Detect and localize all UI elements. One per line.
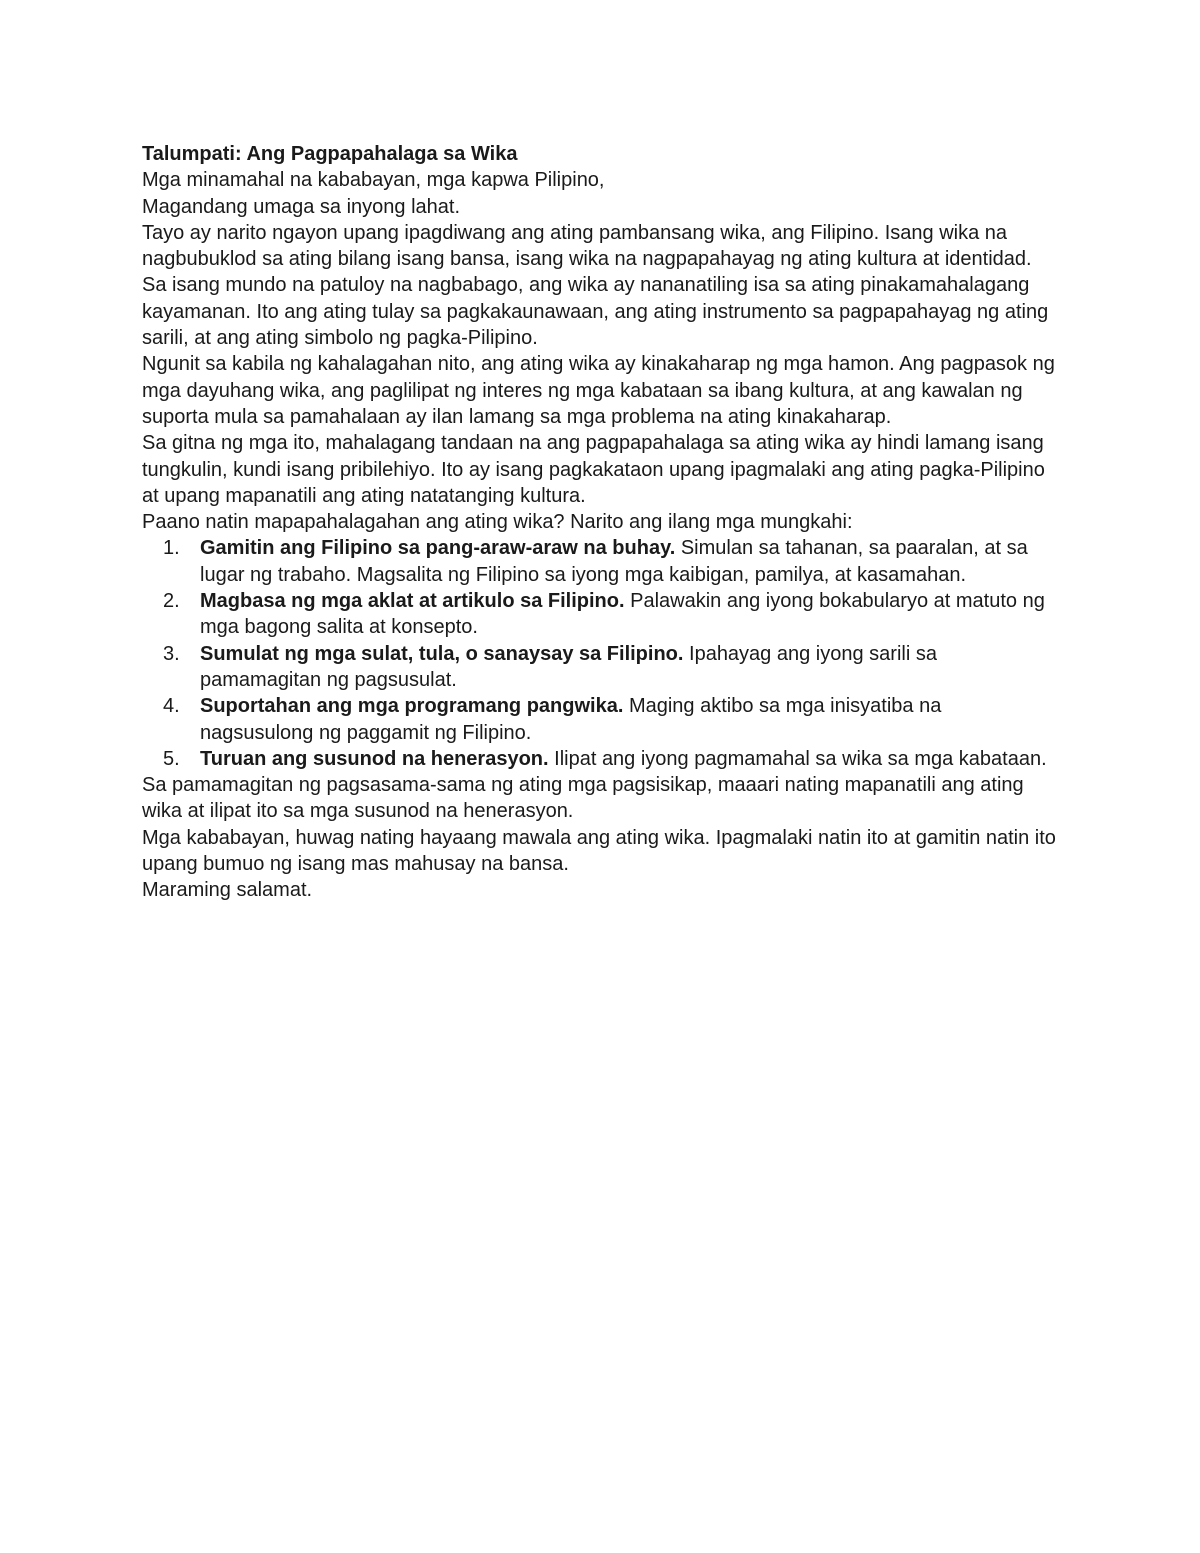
paragraph-closing: Maraming salamat. <box>142 879 313 902</box>
list-item-lead: Suportahan ang mga programang pangwika. <box>200 695 624 718</box>
list-item-lead: Gamitin ang Filipino sa pang-araw-araw na buhay. <box>200 537 676 560</box>
suggestions-list <box>142 535 1060 772</box>
list-number: 4. <box>163 695 180 718</box>
list-item <box>163 746 1060 772</box>
list-item-text: Palawakin ang iyong bokabularyo at matuto ng mga bagong salita at konsepto. <box>200 590 1045 639</box>
list-item-text: Simulan sa tahanan, sa paaralan, at sa lugar ng trabaho. Magsalita ng Filipino sa iyong mga kaibigan, pamilya, at kasamahan. <box>200 537 1028 586</box>
list-item-text: Ipahayag ang iyong sarili sa pamamagitan ng pagsusulat. <box>200 642 937 691</box>
paragraph-greeting-2: Magandang umaga sa inyong lahat. <box>142 195 461 218</box>
paragraph-intro: Tayo ay narito ngayon upang ipagdiwang ang ating pambansang wika, ang Filipino. Isang wika na nagbubuklod sa ating bilang isang bansa, isang wika na nagpapahayag ng ating kultura at identidad. <box>142 221 1032 271</box>
paragraph-together: Sa pamamagitan ng pagsasama-sama ng ating mga pagsisikap, maaari nating mapanatili ang ating wika at ilipat ito sa mga susunod na henerasyon. <box>142 774 1024 823</box>
paragraph-privilege: Sa gitna ng mga ito, mahalagang tandaan na ang pagpapahalaga sa ating wika ay hindi lamang isang tungkulin, kundi isang pribilehiyo. Ito ay isang pagkakataon upang ipagmalaki ang ating pagka-Pilipino at upang mapanatili ang ating natatanging kultura. <box>142 432 1045 507</box>
paragraph-greeting-1: Mga minamahal na kababayan, mga kapwa Pilipino, <box>142 169 605 192</box>
list-number: 2. <box>163 590 180 613</box>
list-item-text: Maging aktibo sa mga inisyatiba na nagsusulong ng paggamit ng Filipino. <box>200 695 942 744</box>
list-item-lead: Turuan ang susunod na henerasyon. <box>200 747 549 770</box>
list-item <box>163 693 1060 746</box>
document-title: Talumpati: Ang Pagpapahalaga sa Wika <box>142 143 518 165</box>
paragraph-importance: Sa isang mundo na patuloy na nagbabago, ang wika ay nananatiling isa sa ating pinakamahalagang kayamanan. Ito ang ating tulay sa pagkakaunawaan, ang ating instrumento sa pagpapahayag ng ating sarili, at ang ating simbolo ng pagka-Pilipino. <box>142 274 1049 350</box>
list-item <box>163 535 1060 588</box>
list-item-lead: Magbasa ng mga aklat at artikulo sa Filipino. <box>200 590 625 613</box>
list-item <box>163 588 1060 641</box>
list-number: 1. <box>163 537 180 560</box>
list-item-text: Ilipat ang iyong pagmamahal sa wika sa mga kabataan. <box>548 747 1047 770</box>
list-number: 5. <box>163 747 180 770</box>
paragraph-question: Paano natin mapapahalagahan ang ating wika? Narito ang ilang mga mungkahi: <box>142 511 853 534</box>
list-item <box>163 641 1060 694</box>
list-number: 3. <box>163 642 180 665</box>
list-item-lead: Sumulat ng mga sulat, tula, o sanaysay sa Filipino. <box>200 642 684 665</box>
document-body <box>142 141 1060 904</box>
paragraph-appeal: Mga kababayan, huwag nating hayaang mawala ang ating wika. Ipagmalaki natin ito at gamitin natin ito upang bumuo ng isang mas mahusay na bansa. <box>142 826 1056 876</box>
paragraph-challenges: Ngunit sa kabila ng kahalagahan nito, ang ating wika ay kinakaharap ng mga hamon. Ang pagpasok ng mga dayuhang wika, ang paglilipat ng interes ng mga kabataan sa ibang kultura, at ang kawalan ng suporta mula sa pamahalaan ay ilan lamang sa mga problema na ating kinakaharap. <box>142 353 1055 428</box>
